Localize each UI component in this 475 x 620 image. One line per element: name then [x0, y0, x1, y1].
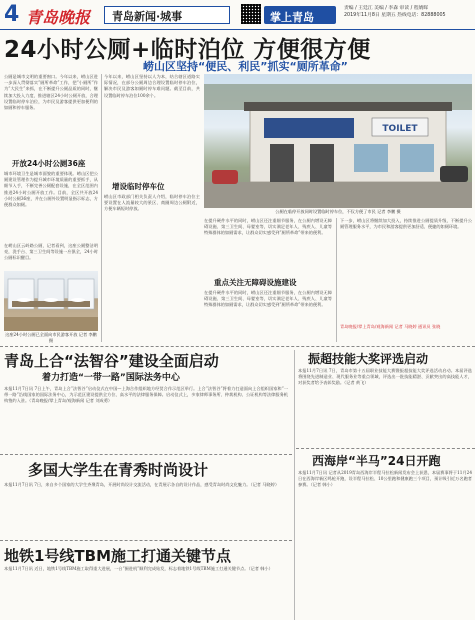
- lead-paragraph-6-continued: 在提升硬件水平的同时，崂山区还注重细节服务，在公厕内增设无障碍设施、第三卫生间、母婴室等，切实满足老年人、残疾人、儿童等特殊群体的如厕需求，让群众切实感受到“厕所革命”带来的便利。: [204, 290, 332, 308]
- lead-subhead: 崂山区坚持“便民、利民”抓实“厕所革命”: [143, 60, 348, 73]
- story6-body: 本报11月7日讯 近日，地铁1号线TBM施工取得重大进展，一台“掘进机”顺利完成始发，标志着地铁1号线TBM施工打通关键节点。（记者 韩小）: [4, 566, 273, 571]
- public-toilet-building-photo: [204, 74, 472, 208]
- lead-subtitle-2: 增设临时停车位: [112, 182, 165, 191]
- app-badge-label: 掌上青岛: [270, 11, 314, 24]
- story4-headline: 多国大学生在青秀时尚设计: [28, 461, 209, 479]
- story3-headline: 振超技能大奖评选启动: [308, 352, 429, 366]
- story5-headline: 西海岸“半马”24日开跑: [312, 454, 441, 468]
- story3-body: 本报11月7日讯 7日，青岛市第十五届职业技能大赛暨振超技能大奖评选活动启动。本届评选将围绕先进制造业、现代服务业等重点领域，评选出一批技能精湛、贡献突出的高技能人才，对获奖者给予表彰奖励。（记者 黄飞）: [298, 368, 472, 386]
- toilet-sign-text: TOILET: [382, 124, 418, 134]
- lead-subtitle-1: 开放24小时公厕36座: [12, 159, 86, 168]
- story-divider-2: [0, 540, 292, 541]
- restroom-interior-photo: [4, 271, 98, 331]
- lead-paragraph-6: 在提升硬件水平的同时，崂山区还注重细节服务，在公厕内增设无障碍设施、第三卫生间、母婴室等，切实满足老年人、残疾人、儿童等特殊群体的如厕需求，让群众切实感受到“厕所革命”带来的便利。: [204, 218, 332, 236]
- lead-paragraph-2: 城市环境卫生是城市面貌的重要体现。崂山区把公厕建设管理作为提升城市环境质量的重要抓手，从细节入手，不断完善公厕配套设施，在全区范围内推进24小时公厕开放工作。目前，全区共开放24小时公厕36座，并在公厕外设置明显指示标志，方便群众如厕。: [4, 171, 98, 208]
- column-divider-2: [336, 218, 337, 342]
- photo-1-caption: 这座24小时公厕已全面向市民游客开放 记者 李鹏 摄: [5, 332, 97, 343]
- section-divider: [0, 346, 475, 347]
- story5-body: 本报11月7日讯 记者从2019青岛西海岸半程马拉松新闻发布会上获悉，本届赛事将于11月24日在西海岸新区鸣枪开跑，设半程马拉松、10公里跑和健康跑三个项目，预计吸引近万名跑者参赛。（记者 韩小）: [298, 470, 472, 488]
- lead-byline: 青岛晚报/掌上青岛/观海新闻 记者 马晓婷 通讯员 张晓: [340, 324, 441, 329]
- story2-body: 本报11月7日讯 7日上午，青岛上合“法智谷”启动仪式在中国—上海合作组织地方经贸合作示范区举行。上合“法智谷”将着力打造面向上合组织国家和“一带一路”沿线国家的国际法务中心，为示范区建设提供全方位、高水平的法律服务保障。启动仪式上，多家律师事务所、仲裁机构、公证机构等法律服务机构签约入驻。（青岛晚报/掌上青岛/观海新闻 记者 刘成勇）: [4, 386, 288, 404]
- story2-headline: 青岛上合“法智谷”建设全面启动: [4, 352, 219, 370]
- story2-subhead: 着力打造“一带一路”国际法务中心: [42, 373, 180, 383]
- right-column-divider: [294, 350, 295, 620]
- story-divider: [0, 454, 292, 455]
- lead-paragraph-7: 下一步，崂山区将继续加大投入，持续推进公厕提质升级，不断提升公厕管理服务水平，为市民和游客提供更加舒适、便捷的如厕环境。: [340, 218, 472, 230]
- story-divider-3: [296, 448, 475, 449]
- lead-subtitle-3: 重点关注无障碍设施建设: [214, 278, 297, 287]
- newspaper-logo: 青岛晚报: [26, 8, 91, 27]
- lead-paragraph-5: 崂山区市政部门相关负责人介绍，临时停车泊位主要设置在人流量较大的景区、商圈周边公厕附近，方便车辆短时停放。: [104, 194, 200, 212]
- lead-paragraph-1: 公厕是城市文明的重要窗口。今年以来，崂山区进一步深入贯彻落实“厕所革命”工作，把“小厕所”作为“大民生”来抓，在不断提升公厕品质的同时，继续加大投入力度，推进辖区24小时公厕开放，合理设置临时停车泊位，为市民及游客提供更加便利的如厕和停车服务。: [4, 74, 98, 111]
- photo-2-caption: 公厕在临停开放同时设置临时停车位，不仅方便了市民 记者 李鹏 摄: [275, 209, 401, 214]
- story6-headline: 地铁1号线TBM施工打通关键节点: [4, 547, 232, 565]
- lead-headline: 24小时公厕+临时泊位 方便很方便: [4, 37, 371, 63]
- masthead-rule: [0, 29, 475, 30]
- editor-credits: 责编 / 王廷江 美编 / 李森 审读 / 程婧晖: [344, 6, 429, 11]
- issue-date: 2019年11月8日 星期五 热线电话：82888005: [344, 13, 446, 18]
- lead-paragraph-4: 今年以来，崂山区坚持以人为本，结合辖区道路实际情况，在部分公厕周边合理设置临时停车泊位，解决市民及游客如厕时停车难问题。截至目前，共设置临时停车泊位100余个。: [104, 74, 200, 98]
- qr-code-icon: [241, 4, 261, 24]
- page-number: 4: [4, 2, 20, 27]
- section-title: 青岛新闻·城事: [112, 10, 183, 23]
- column-divider: [101, 74, 102, 342]
- lead-paragraph-3: 在崂山区云岭路公厕，记者看到，这座公厕整洁明亮，洗手台、第三卫生间等设施一应俱全，24小时公厕标识醒目。: [4, 243, 98, 261]
- restroom-interior-illustration: [4, 271, 98, 331]
- editor-meta: [344, 5, 446, 19]
- story4-body: 本报11月7日讯 7日，来自多个国家的大学生齐聚青岛，开展时尚设计交流活动，在青展示各自的设计作品，感受青岛时尚文化魅力。（记者 马晓婷）: [4, 482, 280, 487]
- public-toilet-building-illustration: [204, 74, 472, 208]
